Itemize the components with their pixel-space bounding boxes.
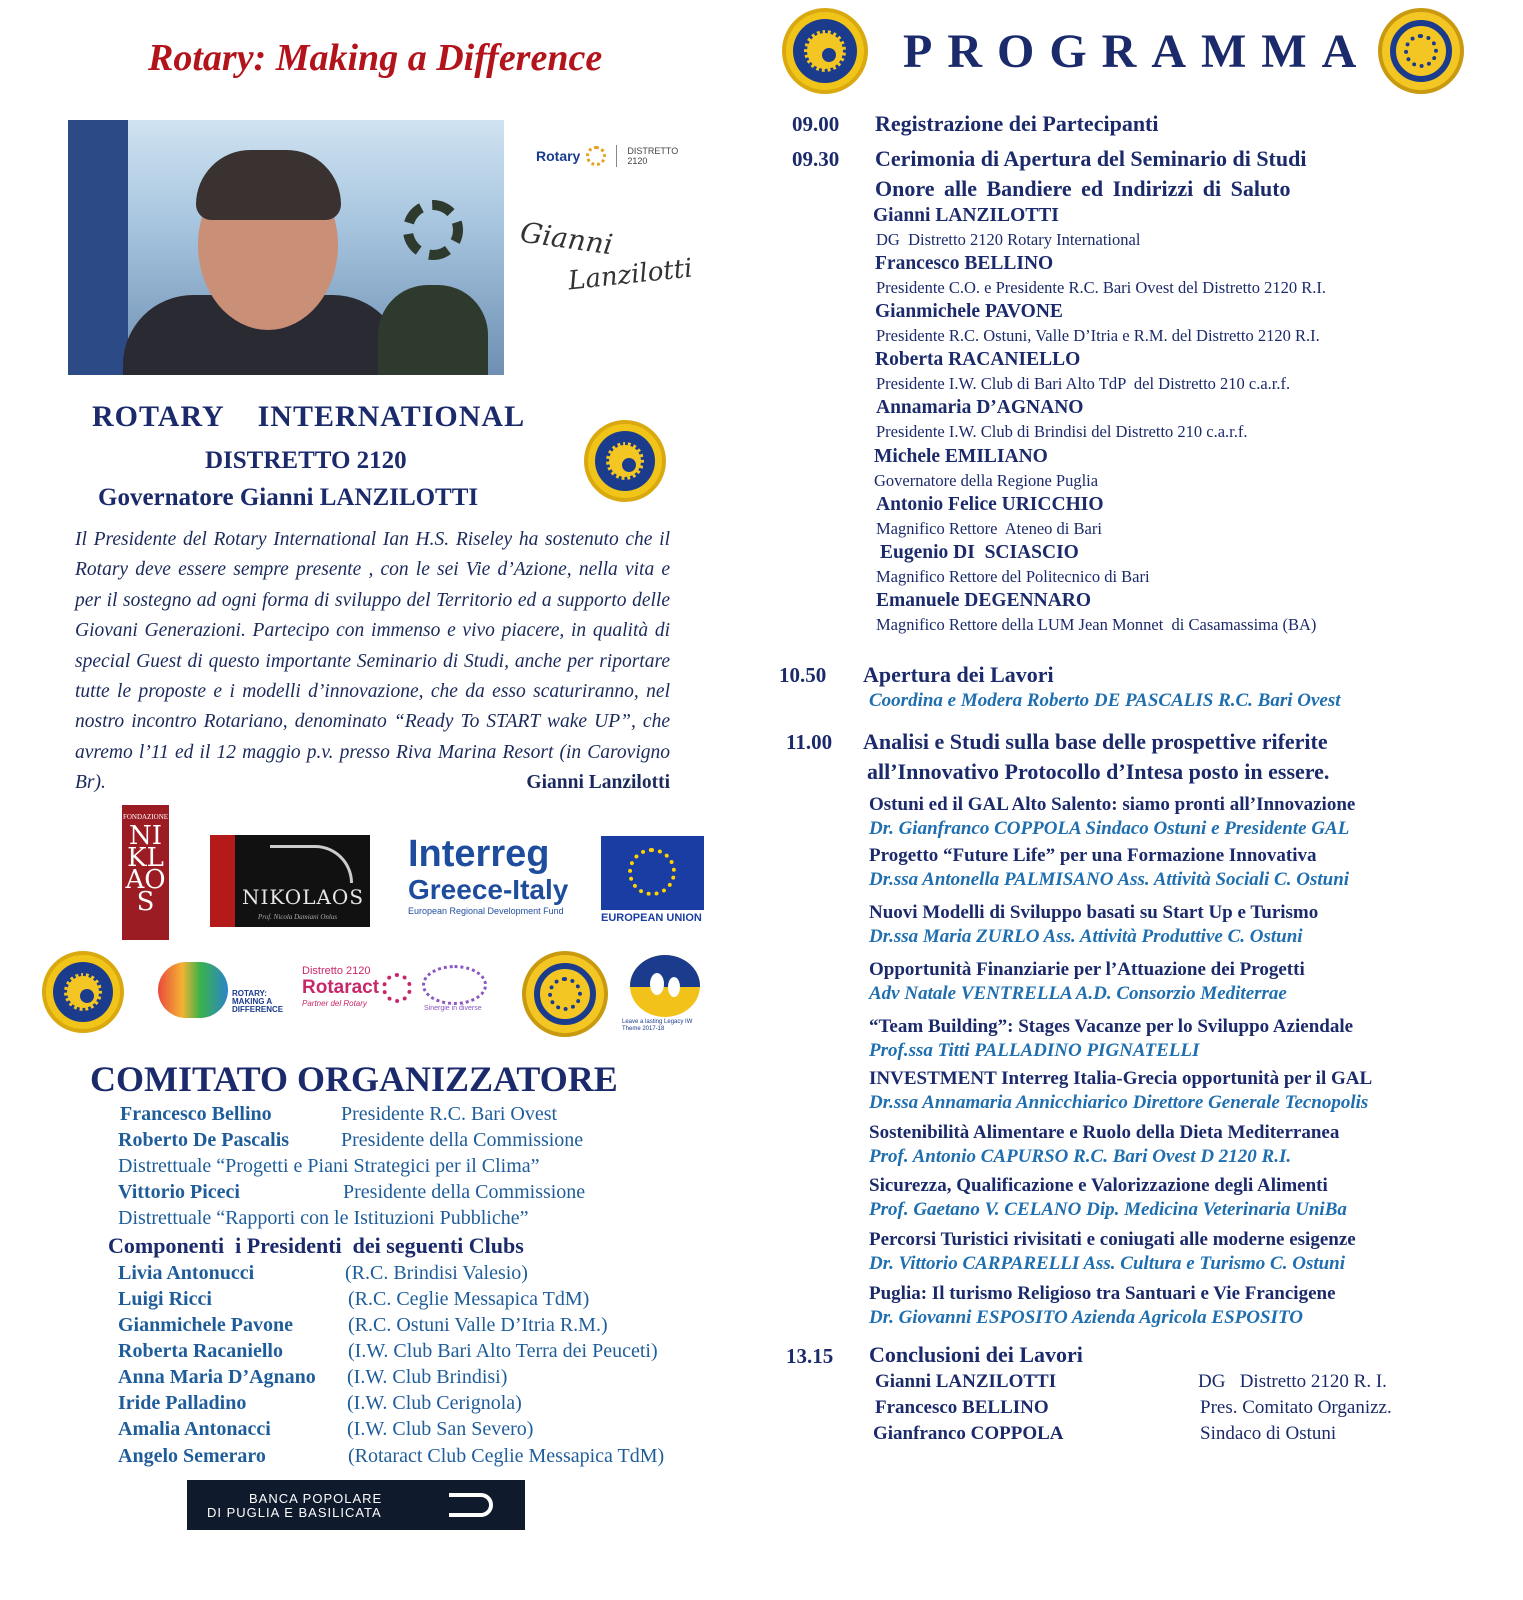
- ri-district: DISTRETTO 2120: [205, 447, 407, 474]
- speaker-name: Francesco BELLINO: [875, 253, 1054, 274]
- committee-role-continuation: Distrettuale “Rapporti con le Istituzioni Pubbliche”: [118, 1207, 529, 1229]
- moderator: Coordina e Modera Roberto DE PASCALIS R.C. Bari Ovest: [869, 690, 1341, 711]
- governor-message-signature: Gianni Lanzilotti: [526, 772, 670, 794]
- bank-line1: BANCA POPOLARE: [249, 1491, 383, 1506]
- speaker-role: Governatore della Regione Puglia: [874, 471, 1099, 490]
- ri-title: ROTARY INTERNATIONAL: [92, 400, 526, 433]
- topic-speaker: Dr. Gianfranco COPPOLA Sindaco Ostuni e Presidente GAL: [869, 818, 1350, 839]
- topic-speaker: Prof. Antonio CAPURSO R.C. Bari Ovest D 2120 R.I.: [869, 1146, 1292, 1167]
- topic-speaker: Prof.ssa Titti PALLADINO PIGNATELLI: [869, 1040, 1200, 1061]
- speaker-name: Antonio Felice URICCHIO: [876, 494, 1104, 515]
- making-a-difference-label: ROTARY: MAKING A DIFFERENCE: [232, 989, 284, 1014]
- closing-role: Sindaco di Ostuni: [1200, 1423, 1337, 1444]
- speaker-role: Magnifico Rettore Ateneo di Bari: [876, 519, 1102, 538]
- component-club: (R.C. Ostuni Valle D’Itria R.M.): [348, 1314, 608, 1336]
- niklaos-letters: NIKLAOS: [125, 821, 166, 917]
- interreg-title: Interreg: [408, 833, 550, 875]
- inner-wheel-logo: [522, 951, 608, 1037]
- interreg-subtitle: Greece-Italy: [408, 874, 569, 905]
- component-name: Livia Antonucci: [118, 1262, 255, 1284]
- topic-speaker: Dr. Giovanni ESPOSITO Azienda Agricola ESPOSITO: [869, 1307, 1303, 1328]
- topic-title: “Team Building”: Stages Vacanze per lo Sviluppo Aziendale: [869, 1016, 1354, 1037]
- committee-role: Presidente della Commissione: [343, 1181, 586, 1203]
- component-club: (I.W. Club Cerignola): [347, 1392, 522, 1414]
- topic-speaker: Dr.ssa Maria ZURLO Ass. Attività Produttive C. Ostuni: [869, 926, 1303, 947]
- speaker-role: Presidente I.W. Club di Brindisi del Distretto 210 c.a.r.f.: [876, 422, 1248, 441]
- interreg-fund: European Regional Development Fund: [408, 906, 564, 916]
- components-title: Componenti i Presidenti dei seguenti Clubs: [108, 1233, 524, 1258]
- committee-row: [118, 1129, 289, 1152]
- time-1100: 11.00: [786, 730, 833, 754]
- topic-speaker: Dr. Vittorio CARPARELLI Ass. Cultura e Turismo C. Ostuni: [869, 1253, 1346, 1274]
- speaker-name: Eugenio DI SCIASCIO: [880, 542, 1079, 563]
- committee-row: [120, 1103, 272, 1126]
- governor-photo: [68, 120, 504, 375]
- speaker-role: Magnifico Rettore della LUM Jean Monnet di Casamassima (BA): [876, 615, 1317, 634]
- component-name: Amalia Antonacci: [118, 1418, 271, 1440]
- closing-name: Francesco BELLINO: [875, 1397, 1049, 1418]
- eu-label: EUROPEAN UNION: [601, 912, 702, 924]
- governor-message-text: Il Presidente del Rotary International Ian H.S. Riseley ha sostenuto che il Rotary deve essere sempre presente , con le sei Vie d’Azione, nella vita e per il sostegno ad ogni forma di sviluppo del Territorio ed a supporto delle Giovani Generazioni. Partecipo con immenso e vivo piacere, in qualità di special Guest di questo importante Seminario di Studi, anche per riportare tutte le proposte e i modelli d’innovazione, che da esso scaturiranno, nel nostro incontro Rotariano, denominato “Ready To START wake UP”, che avremo l’11 ed il 12 maggio p.v. presso Riva Marina Resort (in Carovigno Br).: [75, 529, 670, 794]
- topic-title: Progetto “Future Life” per una Formazione Innovativa: [869, 845, 1317, 866]
- programma-title: PROGRAMMA: [903, 25, 1372, 78]
- component-club: (R.C. Ceglie Messapica TdM): [348, 1288, 590, 1310]
- component-name: Roberta Racaniello: [118, 1340, 283, 1362]
- rotary-wheel-icon: [586, 146, 606, 166]
- rotary-international-logo: [584, 420, 666, 502]
- committee-role: Presidente R.C. Bari Ovest: [341, 1103, 558, 1125]
- item-registration: Registrazione dei Partecipanti: [875, 111, 1159, 136]
- item-works-opening: Apertura dei Lavori: [863, 662, 1054, 687]
- component-name: Gianmichele Pavone: [118, 1314, 293, 1336]
- speaker-name: Roberta RACANIELLO: [875, 349, 1081, 370]
- rotary-international-logo-2: [42, 951, 124, 1033]
- topic-title: Ostuni ed il GAL Alto Salento: siamo pronti all’Innovazione: [869, 794, 1356, 815]
- item-flags-greetings: Onore alle Bandiere ed Indirizzi di Saluto: [875, 176, 1291, 201]
- closing-role: Pres. Comitato Organizz.: [1200, 1397, 1392, 1418]
- speaker-role: Magnifico Rettore del Politecnico di Bari: [876, 567, 1150, 586]
- speaker-name: Gianni LANZILOTTI: [873, 205, 1059, 226]
- item-conclusions: Conclusioni dei Lavori: [869, 1342, 1083, 1367]
- closing-name: Gianni LANZILOTTI: [875, 1371, 1057, 1392]
- committee-name: Vittorio Piceci: [118, 1181, 240, 1203]
- rotaract-partner: Partner del Rotary: [302, 999, 367, 1008]
- bank-mark-icon: [449, 1493, 493, 1517]
- committee-name: Roberto De Pascalis: [118, 1129, 290, 1151]
- fondazione-label: FONDAZIONE: [122, 813, 169, 821]
- rotaract-district: Distretto 2120: [302, 965, 371, 977]
- interreg-logo: [408, 834, 590, 924]
- rotary-international-logo-header-left: [782, 8, 868, 94]
- nikolaos-sub: Prof. Nicola Damiani Onlus: [258, 913, 338, 921]
- component-name: Anna Maria D’Agnano: [118, 1366, 316, 1388]
- topic-title: Puglia: Il turismo Religioso tra Santuari e Vie Francigene: [869, 1283, 1336, 1304]
- time-1050: 10.50: [779, 663, 827, 687]
- committee-name: Francesco Bellino: [120, 1103, 272, 1125]
- component-name: Luigi Ricci: [118, 1288, 212, 1310]
- fondazione-niklaos-logo: [122, 805, 169, 940]
- signature-first: Gianni: [518, 215, 615, 262]
- component-name: Iride Palladino: [118, 1392, 247, 1414]
- comitato-title: COMITATO ORGANIZZATORE: [90, 1059, 618, 1099]
- speaker-name: Annamaria D’AGNANO: [876, 397, 1084, 418]
- item-opening-ceremony: Cerimonia di Apertura del Seminario di Studi: [875, 146, 1307, 171]
- topic-title: INVESTMENT Interreg Italia-Grecia opportunità per il GAL: [869, 1068, 1373, 1089]
- topic-speaker: Prof. Gaetano V. CELANO Dip. Medicina Veterinaria UniBa: [869, 1199, 1347, 1220]
- time-0900: 09.00: [792, 112, 840, 136]
- speaker-role: Presidente I.W. Club di Bari Alto TdP del Distretto 210 c.a.r.f.: [876, 374, 1291, 393]
- sinergie-icon: [422, 965, 487, 1005]
- speaker-role: Presidente C.O. e Presidente R.C. Bari Ovest del Distretto 2120 R.I.: [876, 278, 1327, 297]
- component-club: (R.C. Brindisi Valesio): [345, 1262, 528, 1284]
- closing-role: DG Distretto 2120 R. I.: [1198, 1371, 1387, 1392]
- component-club: (I.W. Club Brindisi): [347, 1366, 508, 1388]
- topic-title: Sicurezza, Qualificazione e Valorizzazione degli Alimenti: [869, 1175, 1328, 1196]
- making-a-difference-logo: [158, 962, 228, 1018]
- topic-title: Percorsi Turistici rivisitati e coniugati alle moderne esigenze: [869, 1229, 1356, 1250]
- ri-governor: Governatore Gianni LANZILOTTI: [98, 484, 479, 511]
- rotary-district-logo: [536, 142, 686, 170]
- closing-name: Gianfranco COPPOLA: [873, 1423, 1064, 1444]
- left-title: Rotary: Making a Difference: [148, 37, 603, 79]
- rotaract-wheel-icon: [382, 973, 412, 1003]
- component-club: (I.W. Club San Severo): [347, 1418, 534, 1440]
- rotary-logo-number: 2120: [627, 156, 648, 166]
- committee-row: [118, 1181, 240, 1204]
- item-analysis: Analisi e Studi sulla base delle prospettive riferite: [863, 729, 1328, 754]
- eu-flag-icon: [601, 836, 704, 910]
- speaker-role: Presidente R.C. Ostuni, Valle D’Itria e R.M. del Distretto 2120 R.I.: [876, 326, 1320, 345]
- topic-title: Opportunità Finanziarie per l’Attuazione dei Progetti: [869, 959, 1305, 980]
- nikolaos-name: NIKOLAOS: [242, 885, 365, 909]
- component-club: (I.W. Club Bari Alto Terra dei Peuceti): [348, 1340, 658, 1362]
- inner-wheel-logo-header-right: [1378, 8, 1464, 94]
- legacy-label: Leave a lasting Legacy IW Theme 2017-18: [622, 1019, 693, 1032]
- signature: [518, 215, 710, 302]
- governor-message: [75, 525, 670, 799]
- time-1315: 13.15: [786, 1344, 834, 1368]
- topic-speaker: Dr.ssa Annamaria Annicchiarico Direttore Generale Tecnopolis: [869, 1092, 1369, 1113]
- signature-last: Lanzilotti: [566, 253, 694, 297]
- rotary-logo-district: DISTRETTO: [627, 146, 679, 156]
- rotaract-logo: [302, 965, 492, 1017]
- committee-role-continuation: Distrettuale “Progetti e Piani Strategici per il Clima”: [118, 1155, 540, 1177]
- banca-popolare-logo: [187, 1480, 525, 1530]
- component-name: Angelo Semeraro: [118, 1445, 266, 1467]
- speaker-name: Gianmichele PAVONE: [875, 301, 1063, 322]
- rotaract-name: Rotaract: [302, 977, 380, 998]
- legacy-logo: [630, 955, 700, 1017]
- topic-title: Sostenibilità Alimentare e Ruolo della Dieta Mediterranea: [869, 1122, 1340, 1143]
- item-analysis-2: all’Innovativo Protocollo d’Intesa posto in essere.: [867, 759, 1330, 784]
- sinergie-label: Sinergie in diverse: [424, 1005, 482, 1012]
- committee-role: Presidente della Commissione: [341, 1129, 584, 1151]
- speaker-name: Michele EMILIANO: [874, 446, 1048, 467]
- rotary-logo-word: Rotary: [536, 148, 581, 164]
- speaker-role: DG Distretto 2120 Rotary International: [876, 230, 1141, 249]
- nikolaos-logo: [210, 835, 370, 927]
- topic-speaker: Dr.ssa Antonella PALMISANO Ass. Attività Sociali C. Ostuni: [869, 869, 1350, 890]
- bank-line2: DI PUGLIA E BASILICATA: [207, 1505, 382, 1520]
- time-0930: 09.30: [792, 147, 840, 171]
- component-club: (Rotaract Club Ceglie Messapica TdM): [348, 1445, 665, 1467]
- topic-title: Nuovi Modelli di Sviluppo basati su Start Up e Turismo: [869, 902, 1319, 923]
- speaker-name: Emanuele DEGENNARO: [876, 590, 1092, 611]
- topic-speaker: Adv Natale VENTRELLA A.D. Consorzio Mediterrae: [869, 983, 1287, 1004]
